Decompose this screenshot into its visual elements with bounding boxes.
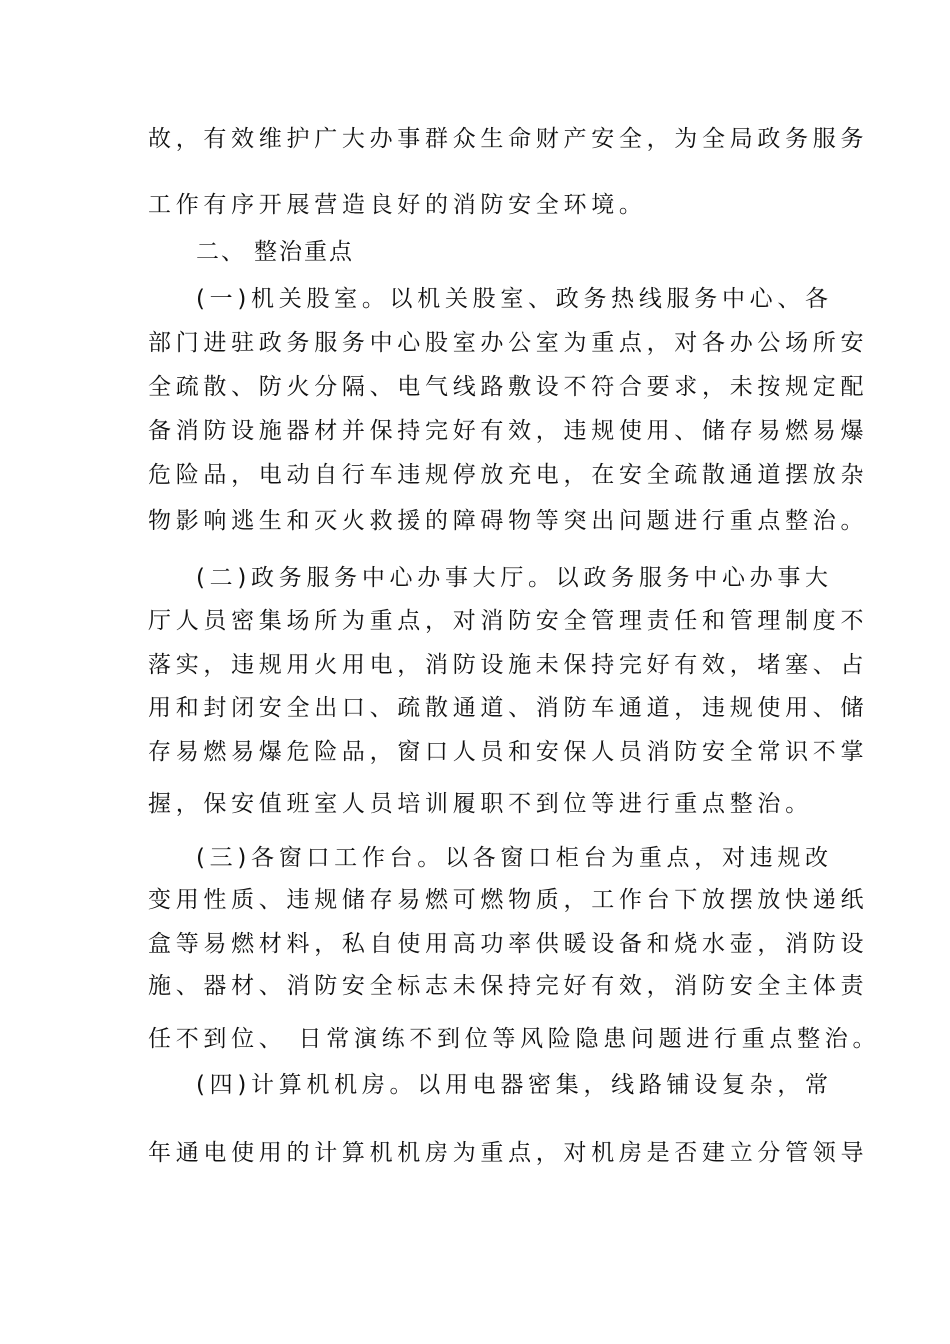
section-heading-title: 整治重点 [254, 239, 354, 265]
paragraph-line: 存易燃易爆危险品，窗口人员和安保人员消防安全常识不掌 [148, 739, 869, 765]
paragraph-line: 厅人员密集场所为重点，对消防安全管理责任和管理制度不 [148, 608, 869, 634]
paragraph-line: 部门进驻政务服务中心股室办公室为重点，对各办公场所安 [148, 330, 869, 356]
paragraph-line: 全疏散、防火分隔、电气线路敷设不符合要求，未按规定配 [148, 374, 869, 400]
paragraph-line: 任不到位、 日常演练不到位等风险隐患问题进行重点整治。 [148, 1026, 881, 1052]
paragraph-line: 盒等易燃材料，私自使用高功率供暖设备和烧水壶，消防设 [148, 931, 869, 957]
section-heading [196, 237, 866, 267]
paragraph-line: 握，保安值班室人员培训履职不到位等进行重点整治。 [148, 791, 813, 817]
section-heading-number: 二、 [196, 239, 246, 265]
paragraph-line: (三)各窗口工作台。以各窗口柜台为重点，对违规改 [196, 845, 833, 871]
paragraph-line: 年通电使用的计算机机房为重点，对机房是否建立分管领导 [148, 1140, 869, 1166]
paragraph-line: 危险品，电动自行车违规停放充电，在安全疏散通道摆放杂 [148, 462, 869, 488]
paragraph-line: (二)政务服务中心办事大厅。以政务服务中心办事大 [196, 565, 833, 591]
paragraph-line: 变用性质、违规储存易燃可燃物质，工作台下放摆放快递纸 [148, 887, 869, 913]
paragraph-line: 故，有效维护广大办事群众生命财产安全，为全局政务服务 [148, 126, 869, 152]
paragraph-line: 施、器材、消防安全标志未保持完好有效，消防安全主体责 [148, 973, 869, 999]
paragraph-line: 落实，违规用火用电，消防设施未保持完好有效，堵塞、占 [148, 652, 869, 678]
paragraph-line: 用和封闭安全出口、疏散通道、消防车通道，违规使用、储 [148, 695, 869, 721]
paragraph-line: (四)计算机机房。以用电器密集，线路铺设复杂，常 [196, 1072, 833, 1098]
paragraph-line: 工作有序开展营造良好的消防安全环境。 [148, 192, 647, 218]
paragraph-line: 备消防设施器材并保持完好有效，违规使用、储存易燃易爆 [148, 418, 869, 444]
paragraph-line: 物影响逃生和灭火救援的障碍物等突出问题进行重点整治。 [148, 508, 869, 534]
paragraph-line: (一)机关股室。以机关股室、政务热线服务中心、各 [196, 286, 833, 312]
